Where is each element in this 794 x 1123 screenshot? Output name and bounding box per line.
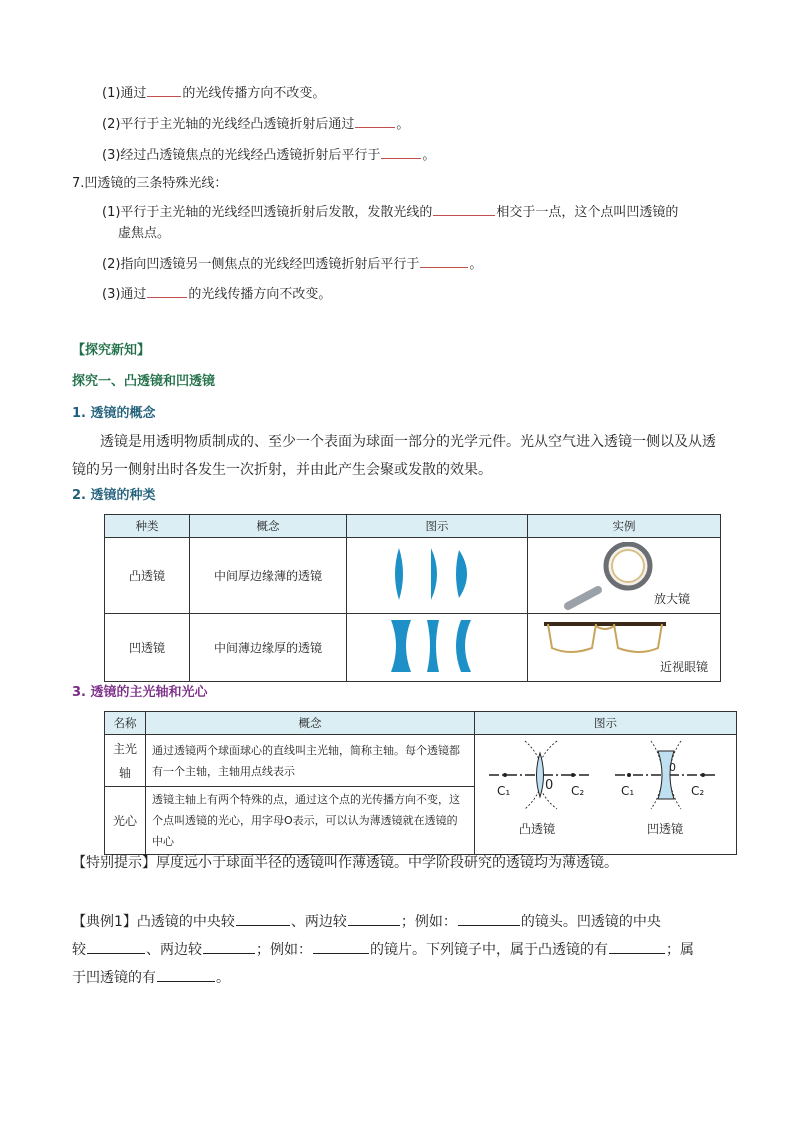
convex-o-label: 0 xyxy=(545,778,554,793)
col-name: 名称 xyxy=(105,712,146,735)
concave-c2-label: C₂ xyxy=(691,784,705,798)
concave-example xyxy=(528,614,721,682)
convex-ray-2: (2)平行于主光轴的光线经凸透镜折射后通过 。 xyxy=(102,117,410,132)
example-line-2: 较 、两边较 ；例如： 的镜片。下列镜子中，属于凸透镜的有 ；属 xyxy=(72,942,694,958)
example-line-3: 于凹透镜的有 。 xyxy=(72,970,230,986)
glasses-label: 近视眼镜 xyxy=(659,660,708,674)
col-concept: 概念 xyxy=(190,515,347,538)
concave-ray-3: (3)通过 的光线传播方向不改变。 xyxy=(102,287,332,302)
axis-text: 通过透镜两个球面球心的直线叫主光轴，简称主轴。每个透镜都有一个主轴，主轴用点线表示 xyxy=(146,735,475,787)
concave-caption: 凹透镜 xyxy=(647,822,684,836)
answer-blank[interactable] xyxy=(458,913,520,926)
axis-diagram-cell xyxy=(475,735,737,855)
answer-blank[interactable] xyxy=(355,115,395,128)
concave-ray-1: (1)平行于主光轴的光线经凹透镜折射后发散，发散光线的 相交于一点，这个点叫凹透镜的 xyxy=(102,205,679,220)
explore-tag: 【探究新知】 xyxy=(72,343,151,358)
glasses-icon xyxy=(540,618,670,662)
col-kind: 种类 xyxy=(105,515,190,538)
special-tip: 【特别提示】厚度远小于球面半径的透镜叫作薄透镜。中学阶段研究的透镜均为薄透镜。 xyxy=(72,855,618,871)
col-axis-diagram: 图示 xyxy=(475,712,737,735)
heading-lens-types: 2. 透镜的种类 xyxy=(72,488,156,503)
answer-blank[interactable] xyxy=(313,941,369,954)
explore-title: 探究一、凸透镜和凹透镜 xyxy=(72,374,216,389)
answer-blank[interactable] xyxy=(236,913,290,926)
convex-ray-3: (3)经过凸透镜焦点的光线经凸透镜折射后平行于 。 xyxy=(102,148,436,163)
convex-caption: 凸透镜 xyxy=(519,822,556,836)
convex-lens-shapes xyxy=(347,538,528,614)
concave-rays-title: 7.凹透镜的三条特殊光线： xyxy=(72,176,228,191)
lens-types-table xyxy=(104,514,721,682)
col-diagram: 图示 xyxy=(347,515,528,538)
lens-concept-text: 透镜是用透明物质制成的、至少一个表面为球面一部分的光学元件。光从空气进入透镜一侧以及从透镜的另一侧射出时各发生一次折射，并由此产生会聚或发散的效果。 xyxy=(72,434,716,478)
answer-blank[interactable] xyxy=(157,969,215,982)
convex-example xyxy=(528,538,721,614)
answer-blank[interactable] xyxy=(609,941,665,954)
answer-blank[interactable] xyxy=(433,203,495,216)
concave-concept: 中间薄边缘厚的透镜 xyxy=(190,614,347,682)
example-line-1: 【典例1】凸透镜的中央较 、两边较 ；例如： 的镜头。凹透镜的中央 xyxy=(72,914,661,930)
concave-lenses-icon xyxy=(387,616,487,676)
convex-ray-1: (1)通过 的光线传播方向不改变。 xyxy=(102,86,326,101)
concave-c1-label: C₁ xyxy=(621,784,635,798)
concave-o-label: 0 xyxy=(669,761,676,774)
axis-table xyxy=(104,711,737,855)
concave-ray-2: (2)指向凹透镜另一侧焦点的光线经凹透镜折射后平行于 。 xyxy=(102,257,483,272)
magnifier-label: 放大镜 xyxy=(653,592,690,606)
answer-blank[interactable] xyxy=(348,913,400,926)
convex-concept: 中间厚边缘薄的透镜 xyxy=(190,538,347,614)
col-example: 实例 xyxy=(528,515,721,538)
concave-ray-1-cont: 虚焦点。 xyxy=(118,226,171,241)
center-name: 光心 xyxy=(105,787,146,855)
convex-kind: 凸透镜 xyxy=(105,538,190,614)
concave-lens-shapes xyxy=(347,614,528,682)
answer-blank[interactable] xyxy=(381,146,421,159)
answer-blank[interactable] xyxy=(203,941,255,954)
magnifier-icon xyxy=(558,542,668,612)
convex-lenses-icon xyxy=(387,544,487,604)
concave-kind: 凹透镜 xyxy=(105,614,190,682)
answer-blank[interactable] xyxy=(420,255,468,268)
heading-lens-concept: 1. 透镜的概念 xyxy=(72,406,156,421)
optical-axis-diagram xyxy=(475,735,737,847)
axis-name: 主光轴 xyxy=(105,735,146,787)
convex-c1-label: C₁ xyxy=(497,784,511,798)
heading-axis-center: 3. 透镜的主光轴和光心 xyxy=(72,685,208,700)
col-axis-concept: 概念 xyxy=(146,712,475,735)
convex-c2-label: C₂ xyxy=(571,784,585,798)
answer-blank[interactable] xyxy=(147,84,181,97)
answer-blank[interactable] xyxy=(147,285,187,298)
center-text: 透镜主轴上有两个特殊的点，通过这个点的光传播方向不变，这个点叫透镜的光心，用字母O表示，可以认为薄透镜就在透镜的中心 xyxy=(146,787,475,855)
answer-blank[interactable] xyxy=(87,941,145,954)
